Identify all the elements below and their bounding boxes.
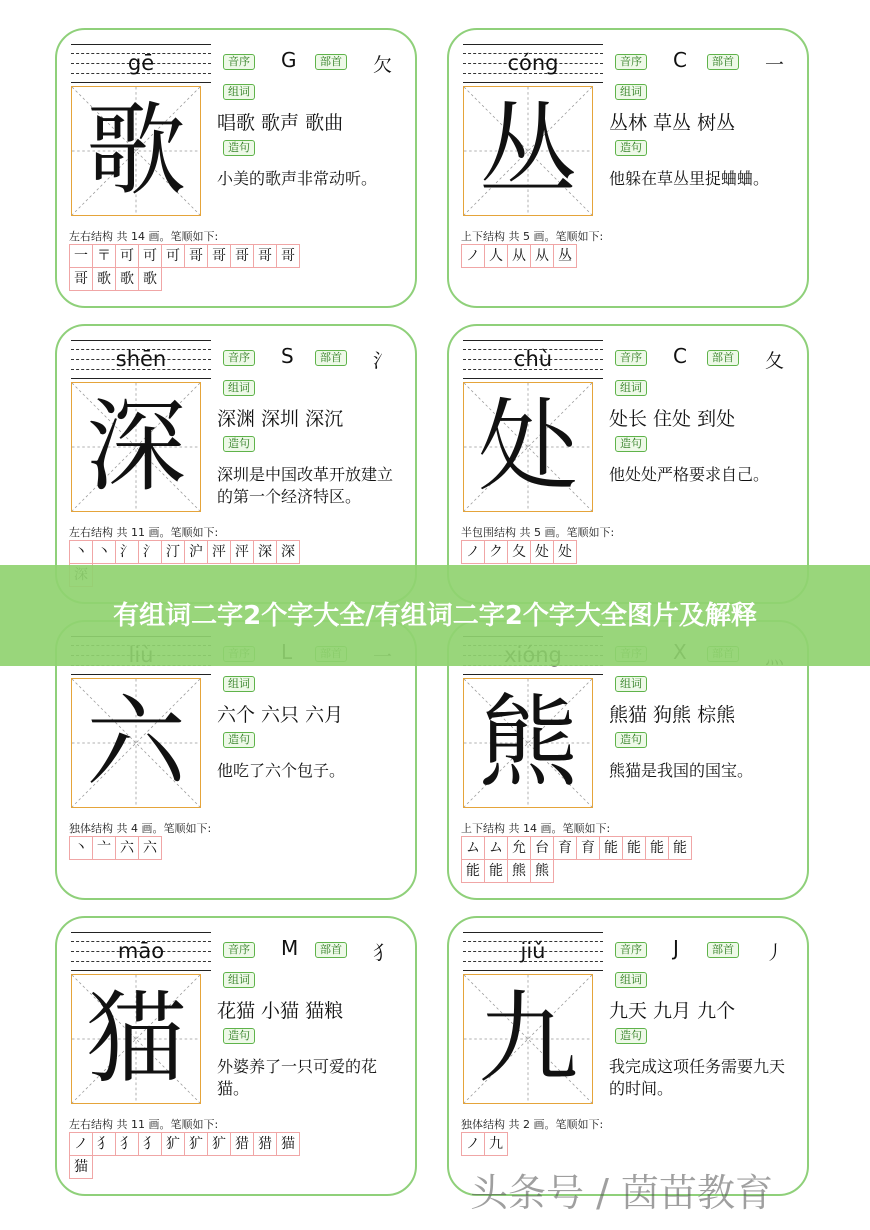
- zaoju-tag: 造句: [223, 732, 255, 748]
- stroke-step: 允: [507, 836, 531, 860]
- stroke-step: 丶: [69, 540, 93, 564]
- stroke-step: 犷: [161, 1132, 185, 1156]
- stroke-step: 犷: [184, 1132, 208, 1156]
- stroke-step: 处: [553, 540, 577, 564]
- stroke-step: 能: [645, 836, 669, 860]
- radical: 犭: [373, 942, 393, 964]
- stroke-step: 汀: [161, 540, 185, 564]
- zuci-tag: 组词: [615, 84, 647, 100]
- zaoju-tag: 造句: [223, 140, 255, 156]
- initial-letter: M: [281, 936, 299, 960]
- bushou-tag: 部首: [315, 350, 347, 366]
- word-list: 花猫 小猫 猫粮: [217, 1000, 344, 1022]
- stroke-step: 处: [530, 540, 554, 564]
- example-sentence: 他处处严格要求自己。: [609, 465, 770, 484]
- initial-letter: J: [673, 936, 679, 960]
- yinxu-tag: 音序: [223, 350, 255, 366]
- zaoju-tag: 造句: [615, 140, 647, 156]
- stroke-step: 猎: [230, 1132, 254, 1156]
- stroke-order: [69, 836, 161, 859]
- stroke-order: [69, 244, 299, 290]
- stroke-step: 台: [530, 836, 554, 860]
- stroke-step: 丛: [553, 244, 577, 268]
- tianzige-grid: [71, 86, 201, 216]
- stroke-step: 深: [253, 540, 277, 564]
- tianzige-grid: [463, 678, 593, 808]
- stroke-step: 六: [138, 836, 162, 860]
- example-sentence: 深圳是中国改革开放建立的第一个经济特区。: [217, 465, 394, 506]
- yinxu-tag: 音序: [223, 54, 255, 70]
- stroke-info: 左右结构 共 14 画。笔顺如下:: [69, 230, 219, 243]
- stroke-step: 氵: [138, 540, 162, 564]
- pinyin: jiǔ: [520, 939, 546, 963]
- stroke-step: 犷: [207, 1132, 231, 1156]
- bushou-tag: 部首: [315, 942, 347, 958]
- stroke-step: 六: [115, 836, 139, 860]
- stroke-step: 猫: [69, 1155, 93, 1179]
- stroke-step: 猎: [253, 1132, 277, 1156]
- stroke-step: 从: [507, 244, 531, 268]
- main-character: 深: [86, 388, 186, 505]
- tianzige-grid: [71, 974, 201, 1104]
- zuci-tag: 组词: [223, 972, 255, 988]
- initial-letter: G: [281, 48, 297, 72]
- stroke-step: 哥: [69, 267, 93, 291]
- radical: 欠: [373, 54, 393, 76]
- stroke-step: 一: [69, 244, 93, 268]
- stroke-info: 半包围结构 共 5 画。笔顺如下:: [461, 526, 615, 539]
- radical: 丿: [765, 942, 785, 964]
- stroke-order: [461, 540, 576, 563]
- example-sentence: 小美的歌声非常动听。: [217, 169, 378, 188]
- bushou-tag: 部首: [707, 54, 739, 70]
- zuci-tag: 组词: [615, 972, 647, 988]
- stroke-step: 哥: [230, 244, 254, 268]
- stroke-step: ノ: [461, 244, 485, 268]
- stroke-order: [461, 1132, 507, 1155]
- stroke-step: 哥: [253, 244, 277, 268]
- banner-title: 有组词二字2个字大全/有组词二字2个字大全图片及解释: [113, 600, 757, 631]
- main-character: 歌: [86, 92, 186, 209]
- stroke-step: 能: [461, 859, 485, 883]
- stroke-step: 氵: [115, 540, 139, 564]
- zuci-tag: 组词: [223, 380, 255, 396]
- stroke-step: 犭: [138, 1132, 162, 1156]
- zaoju-tag: 造句: [615, 732, 647, 748]
- stroke-order: [69, 1132, 299, 1178]
- zuci-tag: 组词: [615, 380, 647, 396]
- stroke-step: 歌: [138, 267, 162, 291]
- stroke-step: ノ: [461, 540, 485, 564]
- radical: 夂: [765, 350, 785, 372]
- character-card: [447, 916, 809, 1196]
- stroke-step: 犭: [92, 1132, 116, 1156]
- stroke-step: 哥: [184, 244, 208, 268]
- character-card: [55, 324, 417, 604]
- stroke-step: 可: [138, 244, 162, 268]
- stroke-step: 熊: [530, 859, 554, 883]
- yinxu-tag: 音序: [615, 54, 647, 70]
- stroke-step: ク: [484, 540, 508, 564]
- stroke-step: 犭: [115, 1132, 139, 1156]
- pinyin: māo: [117, 939, 165, 963]
- title-banner: [0, 565, 870, 666]
- stroke-step: ム: [461, 836, 485, 860]
- tianzige-grid: [463, 974, 593, 1104]
- stroke-info: 独体结构 共 2 画。笔顺如下:: [461, 1118, 604, 1131]
- word-list: 六个 六只 六月: [217, 704, 344, 726]
- main-character: 处: [478, 388, 578, 505]
- zuci-tag: 组词: [615, 676, 647, 692]
- stroke-step: 九: [484, 1132, 508, 1156]
- stroke-order: [461, 244, 576, 267]
- stroke-step: 能: [668, 836, 692, 860]
- word-list: 处长 住处 到处: [609, 408, 736, 430]
- stroke-step: 从: [530, 244, 554, 268]
- zaoju-tag: 造句: [615, 436, 647, 452]
- word-list: 唱歌 歌声 歌曲: [217, 112, 344, 134]
- initial-letter: C: [673, 344, 687, 368]
- stroke-step: 能: [484, 859, 508, 883]
- stroke-step: 丶: [92, 540, 116, 564]
- character-card: [55, 916, 417, 1196]
- main-character: 六: [86, 684, 186, 801]
- stroke-step: 泙: [230, 540, 254, 564]
- stroke-step: 猫: [276, 1132, 300, 1156]
- zaoju-tag: 造句: [223, 436, 255, 452]
- word-list: 丛林 草丛 树丛: [609, 112, 736, 134]
- stroke-step: 熊: [507, 859, 531, 883]
- stroke-step: 夂: [507, 540, 531, 564]
- main-character: 熊: [478, 684, 578, 801]
- tianzige-grid: [71, 678, 201, 808]
- zaoju-tag: 造句: [615, 1028, 647, 1044]
- zuci-tag: 组词: [223, 84, 255, 100]
- stroke-step: ム: [484, 836, 508, 860]
- stroke-step: 沪: [184, 540, 208, 564]
- example-sentence: 我完成这项任务需要九天的时间。: [609, 1057, 786, 1098]
- stroke-info: 上下结构 共 5 画。笔顺如下:: [461, 230, 604, 243]
- stroke-step: 亠: [92, 836, 116, 860]
- stroke-info: 独体结构 共 4 画。笔顺如下:: [69, 822, 212, 835]
- stroke-step: 歌: [115, 267, 139, 291]
- word-list: 九天 九月 九个: [609, 1000, 736, 1022]
- pinyin: chù: [513, 347, 553, 371]
- stroke-step: ノ: [69, 1132, 93, 1156]
- example-sentence: 外婆养了一只可爱的花猫。: [217, 1057, 378, 1098]
- main-character: 猫: [86, 980, 186, 1097]
- yinxu-tag: 音序: [223, 942, 255, 958]
- tianzige-grid: [71, 382, 201, 512]
- watermark: 头条号 / 茵苗教育: [470, 1171, 773, 1215]
- initial-letter: C: [673, 48, 687, 72]
- stroke-info: 左右结构 共 11 画。笔顺如下:: [69, 526, 219, 539]
- bushou-tag: 部首: [707, 350, 739, 366]
- stroke-step: 能: [622, 836, 646, 860]
- yinxu-tag: 音序: [615, 942, 647, 958]
- pinyin: shēn: [115, 347, 167, 371]
- stroke-step: 歌: [92, 267, 116, 291]
- example-sentence: 熊猫是我国的国宝。: [609, 761, 754, 780]
- stroke-order: [461, 836, 691, 882]
- stroke-step: 育: [553, 836, 577, 860]
- radical: 氵: [373, 350, 393, 372]
- bushou-tag: 部首: [707, 942, 739, 958]
- stroke-step: 丶: [69, 836, 93, 860]
- example-sentence: 他躲在草丛里捉蛐蛐。: [609, 169, 770, 188]
- bushou-tag: 部首: [315, 54, 347, 70]
- zuci-tag: 组词: [223, 676, 255, 692]
- radical: 一: [765, 54, 785, 76]
- tianzige-grid: [463, 382, 593, 512]
- pinyin: gē: [127, 51, 155, 75]
- initial-letter: S: [281, 344, 294, 368]
- character-card: [447, 324, 809, 604]
- stroke-step: 哥: [276, 244, 300, 268]
- stroke-step: ノ: [461, 1132, 485, 1156]
- stroke-step: 泙: [207, 540, 231, 564]
- stroke-step: 能: [599, 836, 623, 860]
- stroke-step: 育: [576, 836, 600, 860]
- zaoju-tag: 造句: [223, 1028, 255, 1044]
- word-list: 熊猫 狗熊 棕熊: [609, 704, 736, 726]
- main-character: 丛: [478, 92, 578, 209]
- character-card: [55, 28, 417, 308]
- stroke-info: 上下结构 共 14 画。笔顺如下:: [461, 822, 611, 835]
- stroke-step: 深: [276, 540, 300, 564]
- tianzige-grid: [463, 86, 593, 216]
- stroke-info: 左右结构 共 11 画。笔顺如下:: [69, 1118, 219, 1131]
- stroke-step: 〒: [92, 244, 116, 268]
- character-card: [447, 28, 809, 308]
- stroke-step: 可: [115, 244, 139, 268]
- yinxu-tag: 音序: [615, 350, 647, 366]
- word-list: 深渊 深圳 深沉: [217, 408, 344, 430]
- pinyin: cóng: [507, 51, 559, 75]
- stroke-step: 哥: [207, 244, 231, 268]
- stroke-step: 可: [161, 244, 185, 268]
- main-character: 九: [478, 980, 578, 1097]
- example-sentence: 他吃了六个包子。: [217, 761, 346, 780]
- stroke-step: 人: [484, 244, 508, 268]
